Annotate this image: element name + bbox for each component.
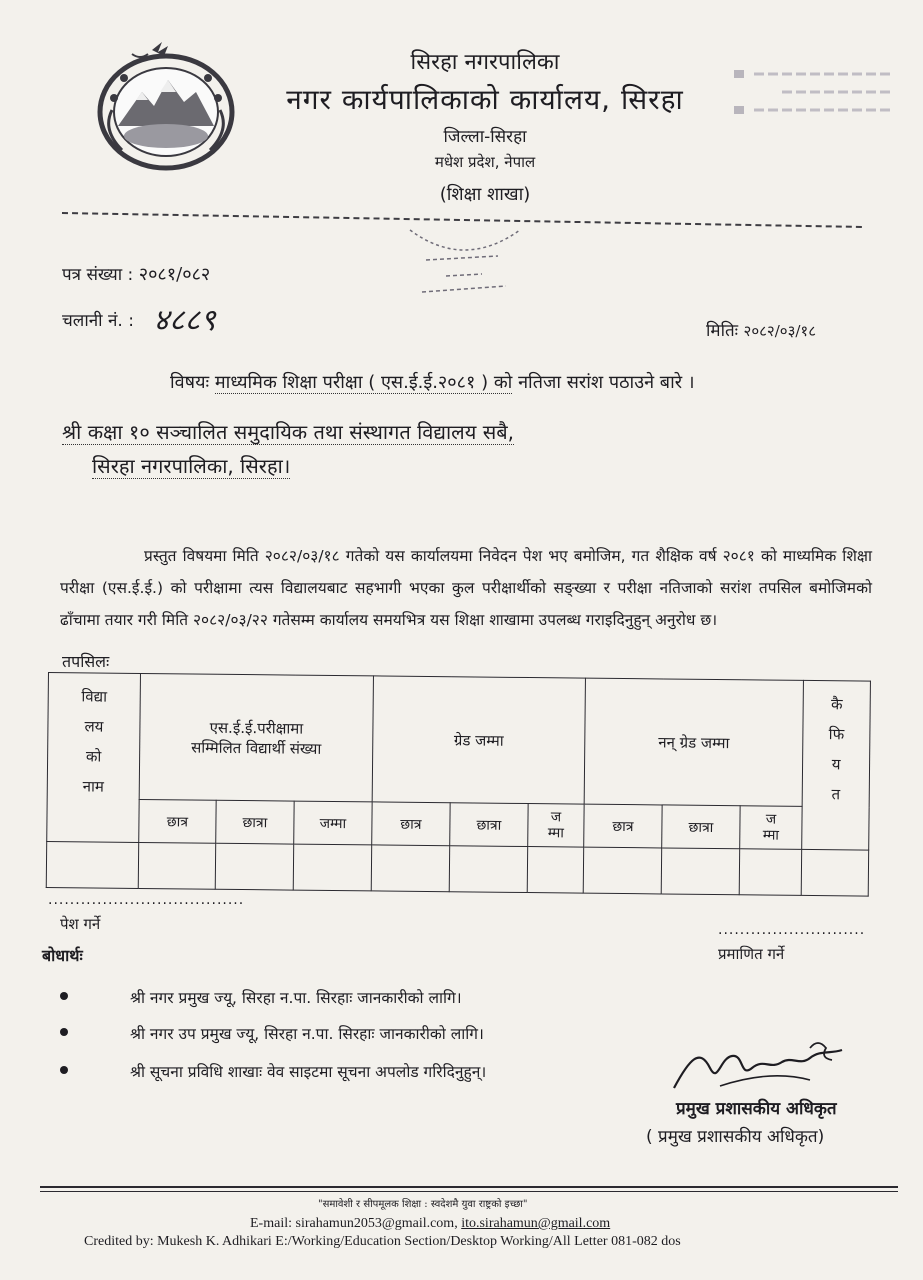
office-stamp-icon [402, 220, 526, 310]
cc-item-1: श्री नगर प्रमुख ज्यू, सिरहा न.पा. सिरहाः जानकारीको लागि। [130, 989, 462, 1007]
submitter-label: पेश गर्ने [60, 915, 101, 933]
footer-divider-thin [40, 1191, 898, 1192]
bullet-icon [60, 1066, 68, 1074]
grade-boys: छात्र [372, 802, 450, 845]
email-line: E-mail: sirahamun2053@gmail.com, ito.sirahamun@gmail.com [250, 1216, 611, 1231]
subject-line [170, 370, 695, 394]
cc-label: बोधार्थः [42, 946, 83, 965]
header-school-name: विद्या लय को नाम [47, 673, 141, 843]
nepal-emblem-icon [92, 40, 240, 172]
submitter-dots: .................................... [48, 892, 245, 908]
sub-girls: छात्रा [216, 801, 294, 844]
addressee-line-1: श्री कक्षा १० सञ्चालित समुदायिक तथा संस्थागत विद्यालय सबै, [62, 420, 514, 444]
email-2: ito.sirahamun@gmail.com [461, 1216, 611, 1231]
date-value: २०८२/०३/१८ [743, 322, 817, 340]
province-name: मधेश प्रदेश, नेपाल [434, 153, 536, 171]
signatory-title: प्रमुख प्रशासकीय अधिकृत [676, 1099, 837, 1119]
credit-line: Credited by: Mukesh K. Adhikari E:/Working/Education Section/Desktop Working/All Letter 081-082 dos [84, 1234, 681, 1249]
footer-divider [40, 1186, 898, 1188]
header-nongrade-total: नन् ग्रेड जम्मा [584, 678, 803, 807]
nongrade-boys: छात्र [584, 805, 662, 848]
header-remarks: कै फि य त [802, 680, 871, 849]
bullet-icon [60, 992, 68, 1000]
nongrade-girls: छात्रा [662, 805, 740, 848]
date-row [706, 318, 816, 341]
section-name: (शिक्षा शाखा) [439, 184, 531, 205]
district-name: जिल्ला-सिरहा [443, 127, 527, 147]
chalani-value: ४८८९ [153, 303, 216, 338]
faded-contact-block [732, 66, 902, 126]
handwritten-signature-icon [660, 1028, 870, 1098]
email-1: sirahamun2053@gmail.com, [295, 1216, 458, 1231]
result-summary-table [46, 672, 870, 897]
municipality-name: सिरहा नगरपालिका [410, 50, 560, 75]
verifier-label: प्रमाणित गर्ने [718, 945, 785, 963]
sub-boys: छात्र [139, 800, 216, 843]
letter-body: प्रस्तुत विषयमा मिति २०८२/०३/१८ गतेको यस कार्यालयमा निवेदन पेश भए बमोजिम, गत शैक्षिक वर्ष २०८१ को माध्यमिक शिक्षा परीक्षा (एस.ई.ई.) को परीक्षामा त्यस विद्यालयबाट सहभागी भएका कुल परीक्षार्थीको सङ्ख्या र परीक्षा नतिजाको सरांश तपसिल बमोजिमको ढाँचामा तयार गरी मिति २०८२/०३/२२ गतेसम्म कार्यालय समयभित्र यस शिक्षा शाखामा उपलब्ध गराइदिनुहुन् अनुरोध छ। [60, 547, 872, 629]
signatory-subtitle: ( प्रमुख प्रशासकीय अधिकृत) [646, 1127, 825, 1147]
subject-suffix: नतिजा सरांश पठाउने बारे । [518, 372, 695, 393]
date-label: मितिः [706, 321, 739, 341]
office-name: नगर कार्यपालिकाको कार्यालय, सिरहा [286, 83, 684, 116]
verifier-dots: ........................... [718, 922, 866, 938]
subject-text: माध्यमिक शिक्षा परीक्षा ( एस.ई.ई.२०८१ ) को [214, 372, 513, 393]
patra-label: पत्र संख्या [62, 265, 123, 285]
cc-item-3: श्री सूचना प्रविधि शाखाः वेव साइटमा सूचना अपलोड गरिदिनुहुन्। [130, 1063, 487, 1081]
header-students-count: एस.ई.ई.परीक्षामा सम्मिलित विद्यार्थी संख्या [139, 673, 373, 802]
tapasil-label: तपसिलः [62, 652, 110, 671]
patra-sankhya-row: पत्र संख्या : २०८१/०८२ [62, 264, 211, 285]
patra-value: २०८१/०८२ [138, 264, 211, 285]
nongrade-total: ज म्मा [740, 806, 802, 849]
slogan: "समावेशी र सीपमूलक शिक्षा : स्वदेशमै युवा राष्ट्रको इच्छा" [318, 1199, 528, 1210]
table-row [46, 841, 869, 896]
bullet-icon [60, 1028, 68, 1036]
addressee-line-2: सिरहा नगरपालिका, सिरहा। [92, 454, 291, 478]
grade-girls: छात्रा [450, 803, 528, 846]
cc-item-2: श्री नगर उप प्रमुख ज्यू, सिरहा न.पा. सिरहाः जानकारीको लागि। [130, 1025, 484, 1043]
chalani-row: चलानी नं. : ४८८९ [62, 303, 216, 338]
chalani-label: चलानी नं. [62, 311, 123, 331]
sub-total: जम्मा [294, 802, 372, 845]
header-grade-total: ग्रेड जम्मा [372, 676, 585, 805]
subject-prefix: विषयः [170, 372, 210, 393]
grade-total: ज म्मा [528, 804, 584, 847]
